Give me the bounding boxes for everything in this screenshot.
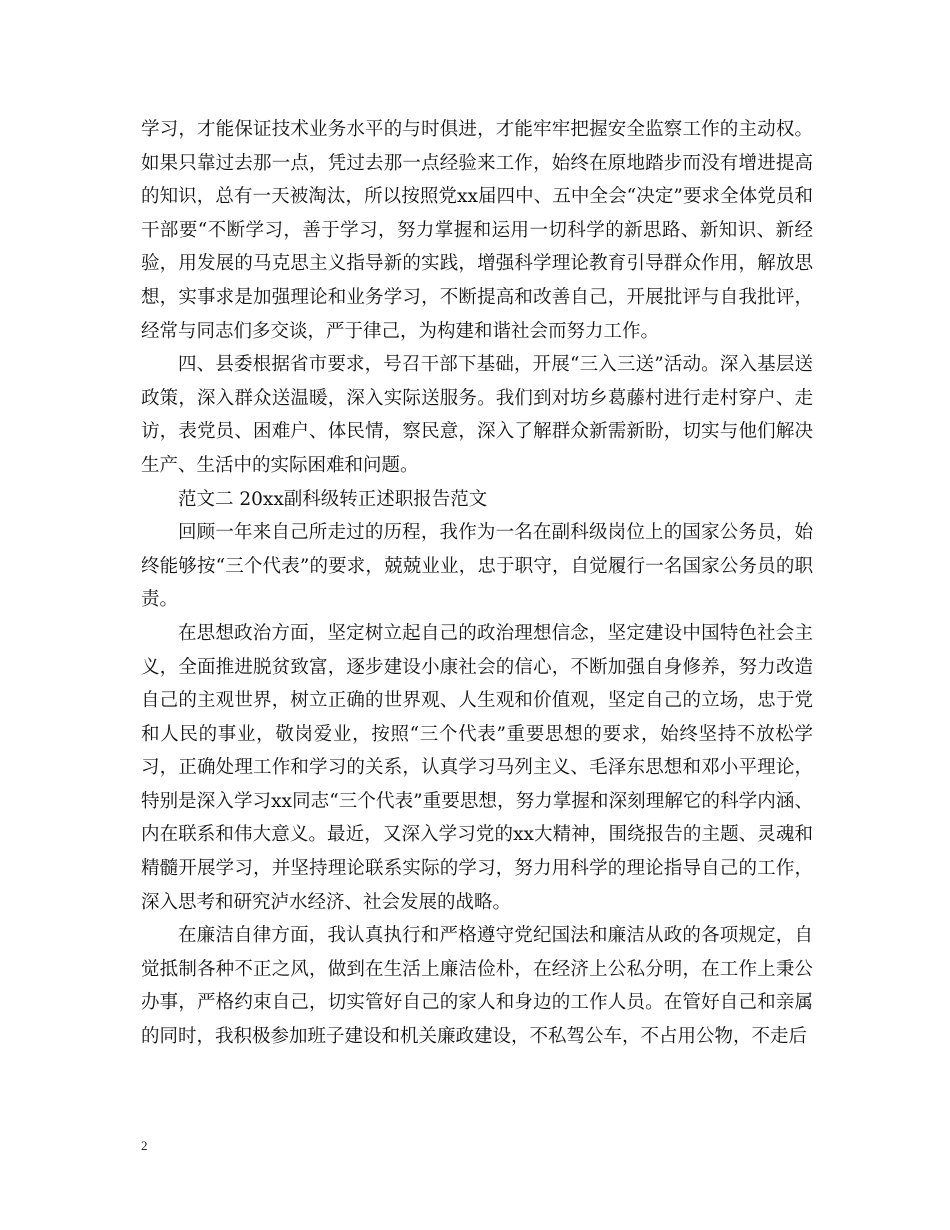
paragraph-political-thought: 在思想政治方面，坚定树立起自己的政治理想信念，坚定建设中国特色社会主义，全面推进脱贫致富，逐步建设小康社会的信心，不断加强自身修养，努力改造自己的主观世界，树立正确的世界观、人生观和价值观，坚定自己的立场，忠于党和人民的事业，敬岗爱业，按照“三个代表”重要思想的要求，始终坚持不放松学习，正确处理工作和学习的关系，认真学习马列主义、毛泽东思想和邓小平理论，特别是深入学习xx同志“三个代表”重要思想，努力掌握和深刻理解它的科学内涵、内在联系和伟大意义。最近，又深入学习党的xx大精神，围绕报告的主题、灵魂和精髓开展学习，并坚持理论联系实际的学习，努力用科学的理论指导自己的工作，深入思考和研究泸水经济、社会发展的战略。 <box>141 622 813 913</box>
paragraph-review: 回顾一年来自己所走过的历程，我作为一名在副科级岗位上的国家公务员，始终能够按“三个代表”的要求，兢兢业业，忠于职守，自觉履行一名国家公务员的职责。 <box>141 522 813 611</box>
page-number: 2 <box>141 1138 148 1153</box>
paragraph-integrity: 在廉洁自律方面，我认真执行和严格遵守党纪国法和廉洁从政的各项规定，自觉抵制各种不正之风，做到在生活上廉洁俭朴，在经济上公私分明，在工作上秉公办事，严格约束自己，切实管好自己的家人和身边的工作人员。在管好自己和亲属的同时，我积极参加班子建设和机关廉政建设，不私驾公车，不占用公物，不走后 <box>141 925 813 1048</box>
document-body <box>141 113 813 1054</box>
paragraph-section-four: 四、县委根据省市要求，号召干部下基础，开展“三入三送”活动。深入基层送政策，深入群众送温暖，深入实际送服务。我们到对坊乡葛藤村进行走村穿户、走访，表党员、困难户、体民情，察民意，深入了解群众新需新盼，切实与他们解决生产、生活中的实际困难和问题。 <box>141 354 813 476</box>
paragraph-sample-two-heading: 范文二 20xx副科级转正述职报告范文 <box>178 488 488 510</box>
paragraph-continued: 学习，才能保证技术业务水平的与时俱进，才能牢牢把握安全监察工作的主动权。如果只靠过去那一点，凭过去那一点经验来工作，始终在原地踏步而没有增进提高的知识，总有一天被淘汰，所以按照党xx届四中、五中全会“决定”要求全体党员和干部要“不断学习，善于学习，努力掌握和运用一切科学的新思路、新知识、新经验，用发展的马克思主义指导新的实践，增强科学理论教育引导群众作用，解放思想，实事求是加强理论和业务学习，不断提高和改善自己，开展批评与自我批评，经常与同志们多交谈，严于律己，为构建和谐社会而努力工作。 <box>141 119 813 342</box>
